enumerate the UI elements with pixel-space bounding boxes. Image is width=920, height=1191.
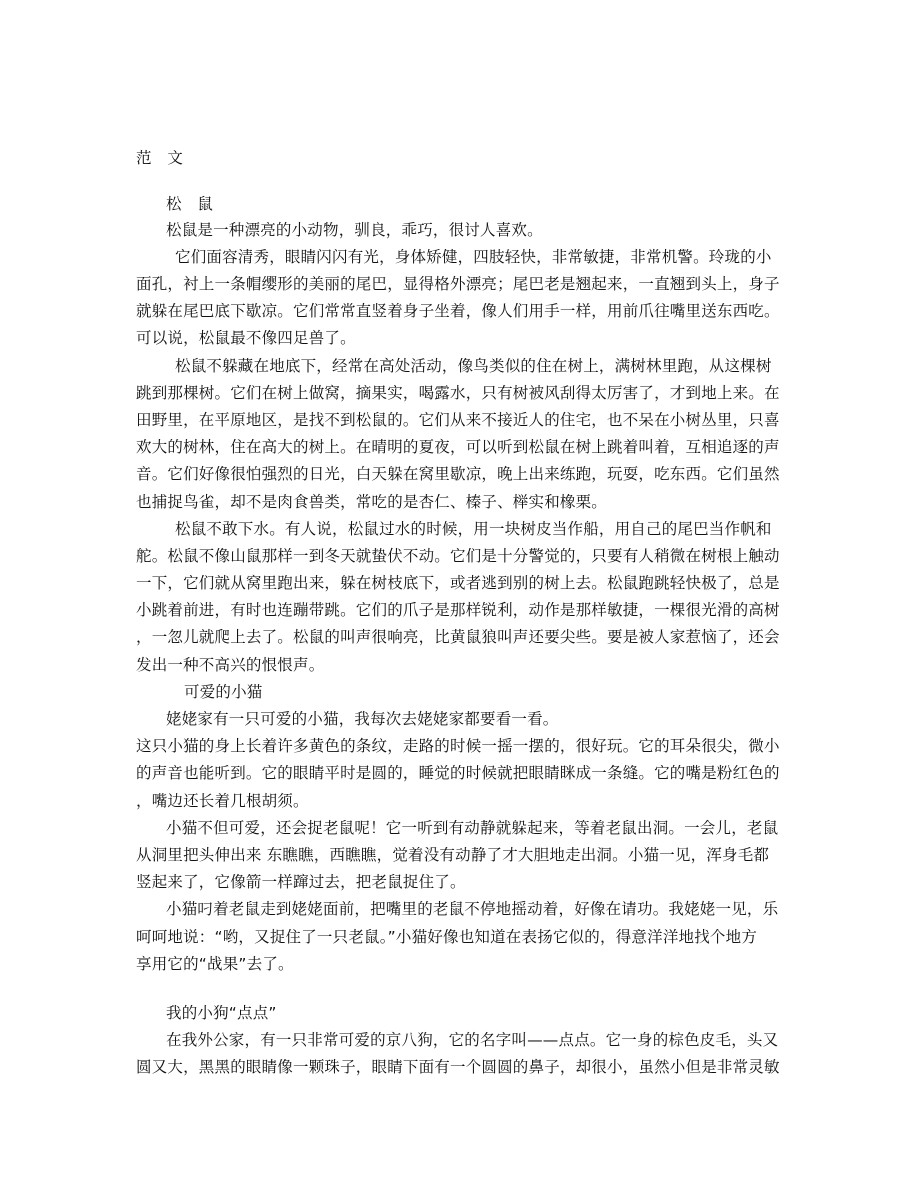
essay1-line: 发出一种不高兴的恨恨声。	[136, 656, 325, 674]
essay1-line: 欢大的树林，住在高大的树上。在晴明的夏夜，可以听到松鼠在树上跳着叫着，互相追逐的声	[136, 438, 780, 456]
essay1-line: 舵。松鼠不像山鼠那样一到冬天就蛰伏不动。它们是十分警觉的，只要有人稍微在树根上触动	[136, 547, 780, 565]
essay2-line: 享用它的“战果”去了。	[136, 955, 294, 973]
essay3-line: 圆又大，黑黑的眼睛像一颗珠子，眼睛下面有一个圆圆的鼻子，却很小，虽然小但是非常灵敏	[136, 1058, 780, 1076]
essay3-title: 我的小狗“点点”	[166, 1004, 277, 1022]
essay2-title: 可爱的小猫	[184, 683, 263, 701]
page-heading: 范 文	[136, 149, 184, 167]
essay2-line: 从洞里把头伸出来 东瞧瞧，西瞧瞧，觉着没有动静了才大胆地走出洞。小猫一见，浑身毛都	[136, 846, 770, 864]
essay1-line: 可以说，松鼠最不像四足兽了。	[136, 329, 356, 347]
essay2-line: 呵呵地说：“哟，又捉住了一只老鼠。”小猫好像也知道在表扬它似的，得意洋洋地找个地方	[136, 928, 758, 946]
essay1-line: 它们面容清秀，眼睛闪闪有光，身体矫健，四肢轻快，非常敏捷，非常机警。玲珑的小	[175, 248, 772, 266]
essay2-line: 小猫不但可爱，还会捉老鼠呢！它一听到有动静就躲起来，等着老鼠出洞。一会儿，老鼠	[166, 819, 779, 837]
essay3-line: 在我外公家，有一只非常可爱的京八狗，它的名字叫——点点。它一身的棕色皮毛，头又	[166, 1031, 779, 1049]
essay1-title: 松 鼠	[166, 195, 214, 213]
essay1-line: 松鼠不敢下水。有人说，松鼠过水的时候，用一块树皮当作船，用自己的尾巴当作帆和	[175, 520, 772, 538]
essay2-line: 小猫叼着老鼠走到姥姥面前，把嘴里的老鼠不停地摇动着，好像在请功。我姥姥一见，乐	[166, 900, 779, 918]
essay2-line: 这只小猫的身上长着许多黄色的条纹，走路的时候一摇一摆的，很好玩。它的耳朵很尖，微小	[136, 737, 780, 755]
essay1-line: 一下，它们就从窝里跑出来，躲在树枝底下，或者逃到别的树上去。松鼠跑跳轻快极了，总是	[136, 574, 780, 592]
essay1-line: 跳到那棵树。它们在树上做窝，摘果实，喝露水，只有树被风刮得太厉害了，才到地上来。在	[136, 384, 780, 402]
essay1-line: 松鼠是一种漂亮的小动物，驯良，乖巧，很讨人喜欢。	[166, 221, 543, 239]
essay1-line: ，一忽儿就爬上去了。松鼠的叫声很响亮，比黄鼠狼叫声还要尖些。要是被人家惹恼了，还会	[136, 628, 780, 646]
essay1-line: 松鼠不躲藏在地底下，经常在高处活动，像鸟类似的住在树上，满树林里跑，从这棵树	[175, 357, 772, 375]
essay1-line: 也捕捉鸟雀，却不是肉食兽类，常吃的是杏仁、榛子、榉实和橡栗。	[136, 493, 608, 511]
essay1-line: 小跳着前进，有时也连蹦带跳。它们的爪子是那样锐利，动作是那样敏捷，一棵很光滑的高树	[136, 601, 780, 619]
essay2-line: 姥姥家有一只可爱的小猫，我每次去姥姥家都要看一看。	[166, 710, 559, 728]
essay1-line: 面孔，衬上一条帽缨形的美丽的尾巴，显得格外漂亮；尾巴老是翘起来，一直翘到头上，身子	[136, 275, 780, 293]
essay2-line: 的声音也能听到。它的眼睛平时是圆的，睡觉的时候就把眼睛眯成一条缝。它的嘴是粉红色的	[136, 764, 780, 782]
essay1-line: 就躲在尾巴底下歇凉。它们常常直竖着身子坐着，像人们用手一样，用前爪往嘴里送东西吃。	[136, 302, 780, 320]
essay2-line: 竖起来了，它像箭一样蹿过去，把老鼠捉住了。	[136, 873, 466, 891]
essay2-line: ，嘴边还长着几根胡须。	[136, 792, 309, 810]
essay1-line: 田野里，在平原地区，是找不到松鼠的。它们从来不接近人的住宅，也不呆在小树丛里，只喜	[136, 411, 780, 429]
essay1-line: 音。它们好像很怕强烈的日光，白天躲在窝里歇凉，晚上出来练跑，玩耍，吃东西。它们虽然	[136, 465, 780, 483]
